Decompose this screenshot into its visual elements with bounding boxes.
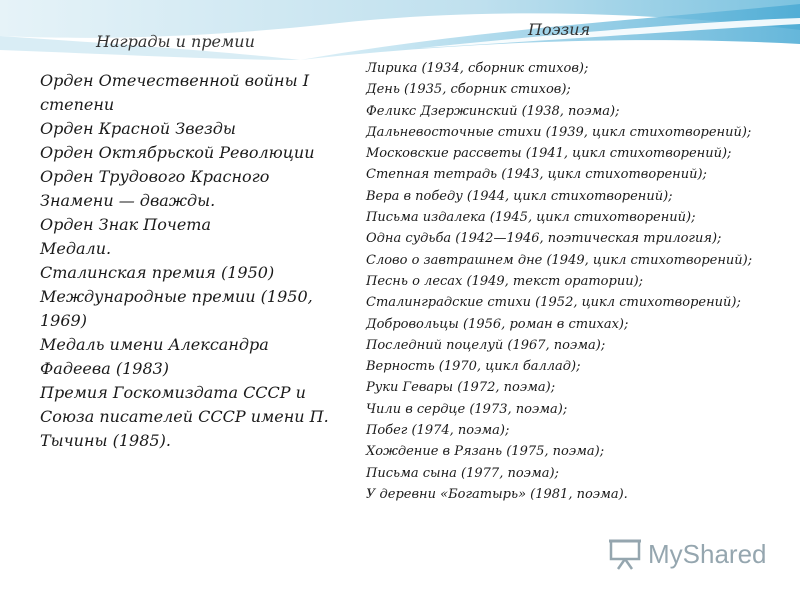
poetry-list xyxy=(366,58,786,505)
poetry-item: Феликс Дзержинский (1938, поэма); xyxy=(366,103,620,119)
award-item: Сталинская премия (1950) xyxy=(40,263,275,282)
award-item: Орден Трудового Красного Знамени — дважды. xyxy=(40,167,270,210)
poetry-item: Степная тетрадь (1943, цикл стихотворений); xyxy=(366,167,707,183)
award-item: Орден Октябрьской Революции xyxy=(40,143,315,162)
award-item: Международные премии (1950, 1969) xyxy=(40,287,313,330)
poetry-item: Чили в сердце (1973, поэма); xyxy=(366,401,568,417)
award-item: Орден Знак Почета xyxy=(40,215,211,234)
poetry-item: Одна судьба (1942—1946, поэтическая трилогия); xyxy=(366,231,722,247)
award-item: Орден Красной Звезды xyxy=(40,119,236,138)
poetry-item: Письма сына (1977, поэма); xyxy=(366,465,559,481)
awards-list xyxy=(40,69,340,453)
poetry-item: День (1935, сборник стихов); xyxy=(366,82,571,98)
poetry-item: Руки Гевары (1972, поэма); xyxy=(366,380,556,396)
poetry-item: Лирика (1934, сборник стихов); xyxy=(366,61,589,76)
award-item: Медали. xyxy=(40,239,112,258)
poetry-item: Хождение в Рязань (1975, поэма); xyxy=(366,444,605,460)
watermark xyxy=(608,536,767,572)
poetry-item: Вера в победу (1944, цикл стихотворений); xyxy=(366,188,673,204)
poetry-item: Слово о завтрашнем дне (1949, цикл стихотворений); xyxy=(366,252,753,268)
poetry-item: Сталинградские стихи (1952, цикл стихотворений); xyxy=(366,295,741,311)
poetry-item: Добровольцы (1956, роман в стихах); xyxy=(366,316,629,332)
watermark-text: MyShared xyxy=(648,538,767,569)
poetry-item: У деревни «Богатырь» (1981, поэма). xyxy=(366,486,628,502)
poetry-item: Последний поцелуй (1967, поэма); xyxy=(366,337,606,353)
poetry-item: Дальневосточные стихи (1939, цикл стихотворений); xyxy=(366,124,752,140)
poetry-item: Московские рассветы (1941, цикл стихотворений); xyxy=(366,146,732,162)
award-item: Премия Госкомиздата СССР и Союза писателей СССР имени П. Тычины (1985). xyxy=(40,383,329,450)
poetry-item: Письма издалека (1945, цикл стихотворений); xyxy=(366,210,696,226)
award-item: Медаль имени Александра Фадеева (1983) xyxy=(40,335,269,378)
poetry-item: Побег (1974, поэма); xyxy=(366,423,510,439)
presentation-icon xyxy=(608,537,642,571)
award-item: Орден Отечественной войны I степени xyxy=(40,71,310,114)
poetry-item: Верность (1970, цикл баллад); xyxy=(366,359,581,375)
poetry-item: Песнь о лесах (1949, текст оратории); xyxy=(366,273,644,289)
poetry-heading: Поэзия xyxy=(528,20,591,39)
awards-heading: Награды и премии xyxy=(96,32,255,51)
